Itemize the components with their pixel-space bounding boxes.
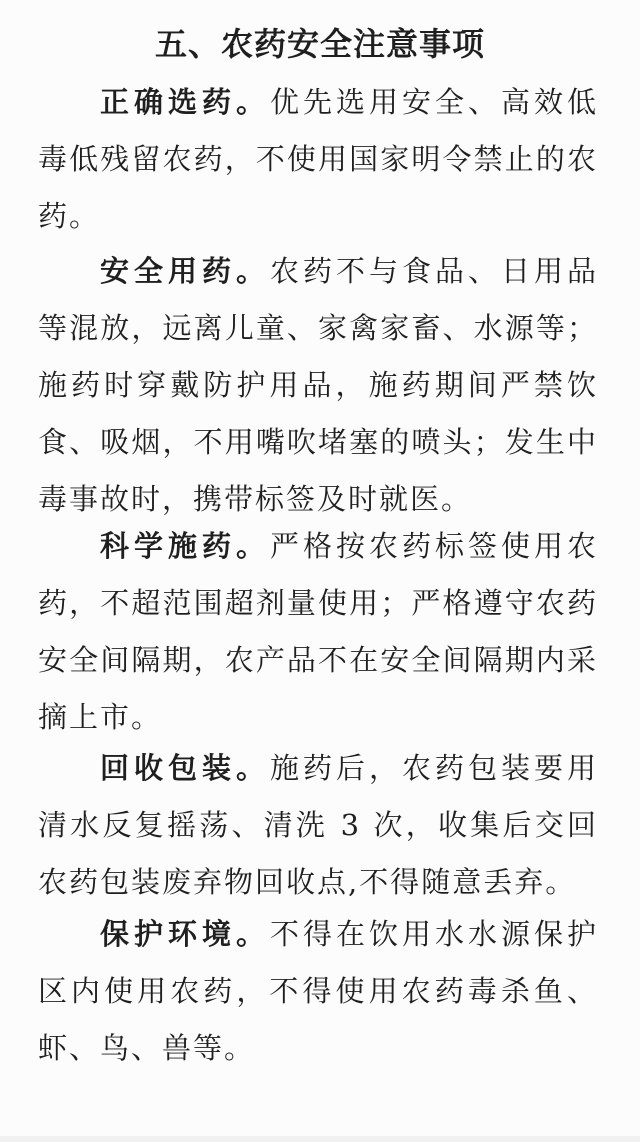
section-heading: 科学施药。 (100, 529, 270, 563)
section-text: 严格按农药标签使用农药，不超范围超剂量使用；严格遵守农药安全间隔期，农产品不在安全间隔期内采摘上市。 (38, 529, 598, 734)
section-correct-selection (38, 74, 598, 245)
page-title: 五、农药安全注意事项 (154, 25, 485, 63)
section-scientific-application (38, 518, 598, 746)
section-heading: 安全用药。 (100, 254, 270, 288)
section-text: 不得在饮用水水源保护区内使用农药，不得使用农药毒杀鱼、虾、鸟、兽等。 (38, 917, 598, 1065)
section-text: 农药不与食品、日用品等混放，远离儿童、家禽家畜、水源等；施药时穿戴防护用品，施药期间严禁饮食、吸烟，不用嘴吹堵塞的喷头；发生中毒事故时，携带标签及时就医。 (38, 254, 598, 516)
section-text: 优先选用安全、高效低毒低残留农药，不使用国家明令禁止的农药。 (38, 85, 598, 233)
section-heading: 正确选药。 (100, 85, 270, 119)
section-heading: 保护环境。 (100, 917, 270, 951)
section-package-recycling (38, 740, 598, 911)
section-heading: 回收包装。 (100, 751, 270, 785)
section-text: 施药后，农药包装要用清水反复摇荡、清洗 3 次，收集后交回农药包装废弃物回收点,不得随意丢弃。 (38, 751, 598, 899)
section-environment-protection (38, 906, 598, 1077)
section-safe-use (38, 243, 598, 528)
page-bottom-divider (0, 1136, 640, 1142)
